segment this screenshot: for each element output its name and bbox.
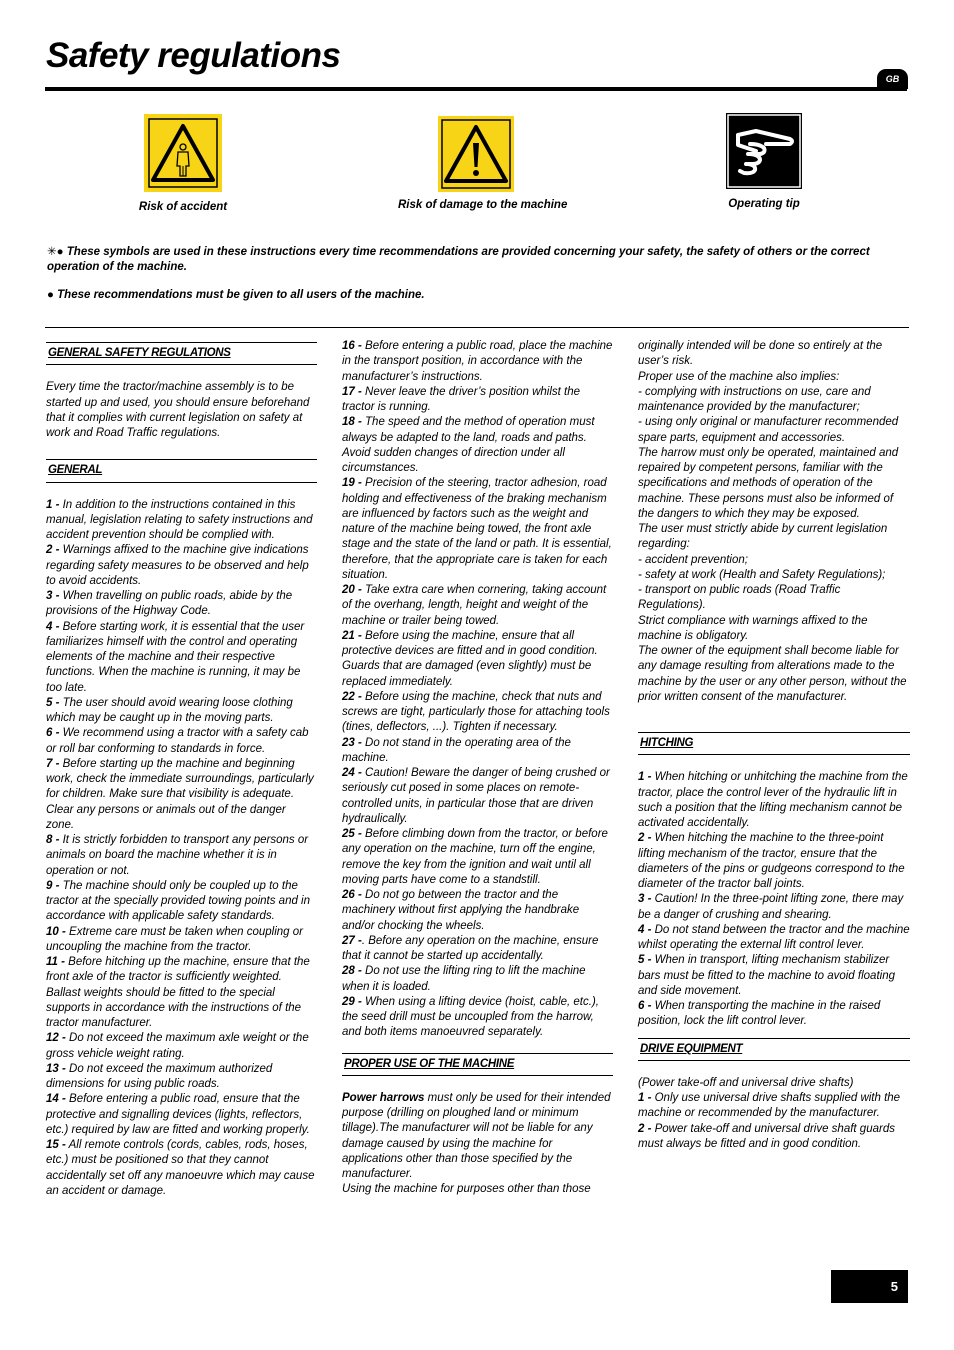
bold-term: Power harrows — [342, 1091, 425, 1104]
item-text: Warnings affixed to the machine give indications regarding safety measures to be observed and help to avoid accidents. — [46, 544, 309, 587]
item-number: 20 - — [342, 584, 362, 596]
paragraph: originally intended will be done so entirely at the user’s risk. — [638, 340, 883, 368]
exclamation-warning-icon — [438, 116, 514, 192]
list-item — [638, 1122, 910, 1153]
item-number: 13 - — [46, 1062, 66, 1075]
paragraph: The owner of the equipment shall become liable for any damage resulting from alterations made to the machine by the user or any other person, without the prior written consent of the manufacturer. — [638, 645, 907, 703]
item-text: . Before any operation on the machine, ensure that it cannot be started up accidentally. — [342, 934, 599, 962]
list-item — [342, 476, 613, 583]
item-text: We recommend using a tractor with a safety cab or roll bar conforming to standards in force. — [46, 727, 309, 755]
list-item — [342, 888, 613, 934]
item-text: Extreme care must be taken when coupling or uncoupling the machine from the tractor. — [46, 925, 303, 953]
symbol-caption: Operating tip — [728, 198, 800, 210]
general-list-cont — [342, 339, 613, 1041]
item-text: The machine should only be coupled up to the tractor at the specially provided towing points and in accordance with applicable safety standards. — [46, 879, 311, 923]
item-number: 26 - — [342, 889, 362, 901]
item-number: 4 - — [638, 923, 652, 936]
paragraph: - transport on public roads (Road Traffic Regulations). — [638, 584, 841, 612]
item-text: Before using the machine, ensure that all protective devices are fitted and in good condition. Guards that are damaged (even slightly) must be replaced immediately. — [342, 629, 598, 688]
paragraph — [342, 1091, 613, 1183]
symbols-note: ✳● These symbols are used in these instructions every time recommendations are provided concerning your safety, the safety of others or the correct operation of the machine. — [47, 246, 870, 273]
item-number: 14 - — [46, 1093, 66, 1106]
list-item — [342, 339, 613, 385]
list-item — [46, 879, 317, 925]
item-number: 3 - — [638, 893, 652, 906]
item-number: 24 - — [342, 767, 362, 779]
column-1 — [46, 342, 317, 1199]
item-number: 8 - — [46, 834, 60, 846]
list-item — [638, 953, 910, 999]
item-text: Do not use the lifting ring to lift the machine when it is loaded. — [342, 965, 586, 993]
item-text: Do not stand between the tractor and the machine whilst operating the external lift control lever. — [638, 923, 910, 951]
list-item — [46, 1031, 317, 1062]
column-3 — [638, 339, 910, 1152]
item-text: Power take-off and universal drive shaft guards must always be fitted and in good condition. — [638, 1122, 895, 1150]
section-heading: HITCHING — [638, 732, 910, 755]
list-item — [342, 964, 613, 995]
section-heading: PROPER USE OF THE MACHINE — [342, 1053, 613, 1076]
section-heading: DRIVE EQUIPMENT — [638, 1038, 910, 1061]
item-text: When hitching or unhitching the machine from the tractor, place the control lever of the hydraulic lift in such a position that the lifting mechanism cannot be activated accidentally. — [638, 771, 908, 829]
item-text: Before climbing down from the tractor, or before any operation on the machine, turn off the engine, remove the key from the ignition and wait until all moving parts have come to a standstill. — [342, 828, 608, 886]
list-item — [342, 690, 613, 736]
list-item — [46, 1062, 317, 1093]
item-number: 6 - — [46, 727, 60, 740]
list-item — [46, 726, 317, 757]
item-number: 1 - — [638, 1092, 652, 1104]
paragraph: Every time the tractor/machine assembly is to be started up and used, you should ensure beforehand that it complies with current legislation on safety at work and Road Traffic regulations. — [46, 381, 310, 439]
users-note: ● These recommendations must be given to all users of the machine. — [47, 289, 425, 301]
item-number: 2 - — [46, 544, 60, 557]
item-text: In addition to the instructions contained in this manual, legislation relating to safety instructions and accident prevention should be complied with. — [46, 498, 313, 541]
section-heading: GENERAL SAFETY REGULATIONS — [46, 342, 317, 365]
list-item — [46, 620, 317, 696]
item-number: 22 - — [342, 690, 362, 703]
item-text: Before using the machine, check that nuts and screws are tight, particularly those for attaching tools (tines, deflectors, ...). Tighten if necessary. — [342, 690, 610, 734]
item-text: The user should avoid wearing loose clothing which may be caught up in the moving parts. — [46, 696, 293, 724]
list-item — [342, 995, 613, 1041]
item-number: 16 - — [342, 340, 362, 352]
column-2 — [342, 339, 613, 1198]
item-number: 12 - — [46, 1032, 66, 1045]
worker-warning-icon — [144, 114, 222, 192]
item-number: 5 - — [638, 954, 652, 967]
list-item — [46, 696, 317, 727]
list-item — [342, 736, 613, 767]
symbol-risk-of-accident — [118, 114, 248, 213]
item-text: Caution! In the three-point lifting zone, there may be a danger of crushing and shearing. — [638, 893, 904, 921]
item-number: 27 - — [342, 934, 362, 947]
item-number: 7 - — [46, 757, 60, 770]
paragraph: Using the machine for purposes other than those — [342, 1183, 591, 1196]
item-number: 19 - — [342, 477, 362, 490]
list-item — [46, 589, 317, 620]
title-rule — [45, 87, 907, 91]
drive-list — [638, 1091, 910, 1152]
symbol-caption: Risk of damage to the machine — [398, 199, 568, 211]
item-text: Precision of the steering, tractor adhesion, road holding and effectiveness of the braking mechanism are influenced by factors such as the weight and nature of the machine being towed, the front axle stage and the state of the land or path. It is essential, therefore, that the appropriate care is taken for each situation. — [342, 477, 612, 581]
item-text: When transporting the machine in the raised position, lock the lift control lever. — [638, 1000, 881, 1028]
item-text: Before starting work, it is essential that the user familiarizes himself with the control and operating elements of the machine and their respective functions. When the machine is running, it may be too late. — [46, 620, 305, 694]
paragraph: - complying with instructions on use, care and maintenance provided by the manufacturer; — [638, 385, 871, 413]
general-list — [46, 498, 317, 1200]
list-item — [46, 757, 317, 833]
item-number: 3 - — [46, 590, 60, 602]
paragraph: - using only original or manufacturer recommended spare parts, equipment and accessories. — [638, 416, 899, 444]
list-item — [638, 1091, 910, 1122]
item-text: When travelling on public roads, abide by the provisions of the Highway Code. — [46, 590, 293, 618]
item-text: Do not stand in the operating area of the machine. — [342, 736, 571, 764]
item-number: 11 - — [46, 956, 65, 968]
item-number: 4 - — [46, 620, 60, 633]
list-item — [342, 934, 613, 965]
item-text: Never leave the driver’s position whilst the tractor is running. — [342, 385, 581, 413]
symbol-risk-of-damage — [398, 116, 568, 211]
list-item — [46, 543, 317, 589]
item-number: 2 - — [638, 1122, 652, 1135]
item-number: 6 - — [638, 1000, 652, 1012]
list-item — [638, 892, 910, 923]
list-item — [638, 770, 910, 831]
page-number: 5 — [831, 1270, 908, 1303]
paragraph: Strict compliance with warnings affixed to the machine is obligatory. — [638, 614, 868, 642]
item-text: When hitching the machine to the three-point lifting mechanism of the tractor, ensure that the diameters of the pins or gudgeons correspond to the diameter of the tractor ball joints. — [638, 832, 905, 890]
item-number: 25 - — [342, 828, 362, 840]
item-number: 1 - — [46, 498, 60, 511]
proper-use-cont — [638, 339, 910, 705]
item-text: When in transport, lifting mechanism stabilizer bars must be fitted to the machine to avoid floating and side movement. — [638, 954, 895, 997]
list-item — [46, 955, 317, 1031]
item-text: The speed and the method of operation must always be adapted to the land, roads and paths. Avoid sudden changes of direction under all circumstances. — [342, 416, 595, 474]
item-text: Do not exceed the maximum authorized dimensions for using public roads. — [46, 1062, 273, 1090]
item-text: It is strictly forbidden to transport any persons or animals on board the machine whether it is in operation or not. — [46, 834, 309, 877]
paragraph: Proper use of the machine also implies: — [638, 370, 840, 383]
list-item — [46, 1092, 317, 1138]
page-title: Safety regulations — [46, 36, 341, 75]
list-item — [342, 415, 613, 476]
item-text: Take extra care when cornering, taking account of the overhang, length, height and weight of the machine or trailer being towed. — [342, 584, 607, 627]
item-number: 5 - — [46, 696, 60, 709]
item-number: 17 - — [342, 385, 362, 398]
item-text: Before entering a public road, place the machine in the transport position, in accordance with the manufacturer’s instructions. — [342, 340, 613, 383]
item-text: Caution! Beware the danger of being crushed or seriously cut posed in some places on remote-controlled units, in particular those that are driven hydraulically. — [342, 767, 610, 825]
hitching-list — [638, 770, 910, 1029]
list-item — [638, 999, 910, 1030]
item-number: 23 - — [342, 736, 362, 749]
item-text: Do not exceed the maximum axle weight or the gross vehicle weight rating. — [46, 1032, 309, 1060]
list-item — [342, 766, 613, 827]
item-number: 1 - — [638, 771, 652, 784]
pointing-hand-icon — [726, 113, 802, 189]
paragraph: - accident prevention; — [638, 553, 748, 566]
paragraph: The harrow must only be operated, maintained and repaired by competent persons, familiar with the specifications and methods of operation of the machine. These persons must also be informed of the dangers to which they may be exposed. — [638, 446, 899, 520]
section-heading: GENERAL — [46, 459, 317, 482]
list-item — [46, 498, 317, 544]
text: must only be used for their intended purpose (drilling on ploughed land or minimum tillage).The manufacturer will not be liable for any damage caused by using the machine for applications other than those specified by the manufacturer. — [342, 1091, 611, 1180]
section-divider — [45, 327, 909, 328]
list-item — [342, 827, 613, 888]
language-tab: GB — [877, 69, 908, 89]
item-text: Only use universal drive shafts supplied with the machine or recommended by the manufacturer. — [638, 1092, 901, 1120]
list-item — [638, 831, 910, 892]
paragraph: - safety at work (Health and Safety Regulations); — [638, 568, 886, 581]
item-number: 10 - — [46, 925, 66, 938]
item-text: Do not go between the tractor and the machinery without first applying the handbrake and/or chocking the wheels. — [342, 889, 580, 932]
symbol-caption: Risk of accident — [138, 201, 228, 213]
item-text: Before hitching up the machine, ensure that the front axle of the tractor is sufficiently weighted. Ballast weights should be fitted to the special supports in accordance with the instructions of the tractor manufacturer. — [46, 956, 310, 1029]
list-item — [342, 629, 613, 690]
item-number: 21 - — [342, 629, 362, 642]
paragraph: (Power take-off and universal drive shafts) — [638, 1076, 854, 1089]
paragraph: The user must strictly abide by current legislation regarding: — [638, 523, 888, 551]
list-item — [342, 583, 613, 629]
item-number: 29 - — [342, 995, 362, 1008]
item-number: 2 - — [638, 832, 652, 845]
item-text: All remote controls (cords, cables, rods, hoses, etc.) must be positioned so that they cannot accidentally set off any manoeuvre which may cause an accident or damage. — [46, 1139, 315, 1197]
list-item — [46, 1138, 317, 1199]
item-number: 15 - — [46, 1139, 66, 1151]
item-text: When using a lifting device (hoist, cable, etc.), the seed drill must be uncoupled from the harrow, and both items manoeuvred separately. — [342, 995, 599, 1039]
item-text: Before entering a public road, ensure that the protective and signalling devices (lights, reflectors, etc.) required by law are fitted and working properly. — [46, 1093, 310, 1136]
item-text: Before starting up the machine and beginning work, check the immediate surroundings, particularly for children. Make sure that visibility is adequate. Clear any persons or animals out of the danger zone. — [46, 757, 314, 831]
item-number: 18 - — [342, 416, 362, 429]
list-item — [46, 925, 317, 956]
list-item — [638, 923, 910, 954]
list-item — [342, 385, 613, 416]
item-number: 28 - — [342, 965, 362, 978]
item-number: 9 - — [46, 879, 60, 892]
symbol-operating-tip — [712, 113, 816, 210]
list-item — [46, 833, 317, 879]
